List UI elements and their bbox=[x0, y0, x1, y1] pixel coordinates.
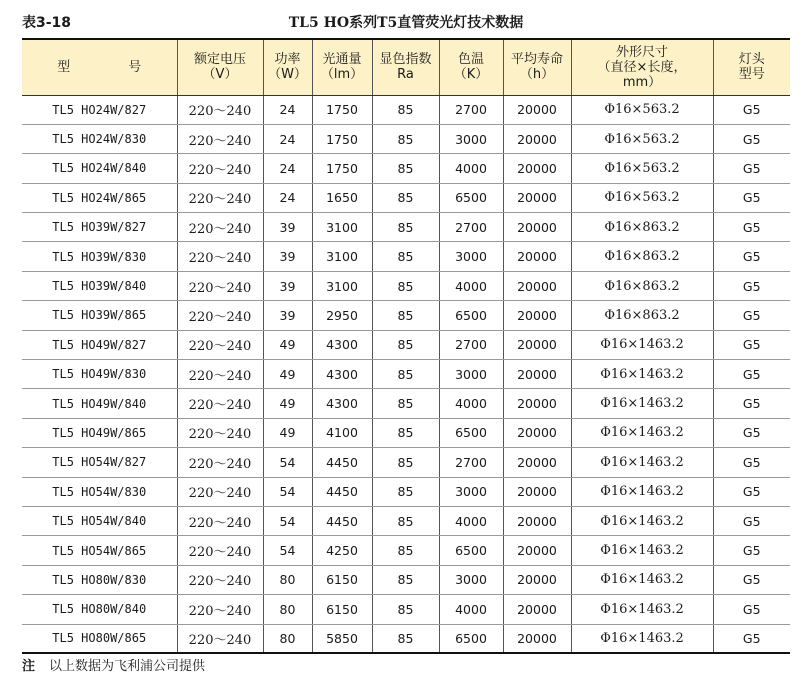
cell-life: 20000 bbox=[503, 330, 571, 359]
cell-power: 54 bbox=[263, 477, 312, 506]
cell-model: TL5 HO24W/830 bbox=[22, 124, 177, 153]
cell-power: 24 bbox=[263, 183, 312, 212]
cell-dimensions: Φ16×863.2 bbox=[571, 242, 713, 271]
cell-cri: 85 bbox=[372, 213, 439, 242]
cell-power: 49 bbox=[263, 360, 312, 389]
table-row bbox=[22, 506, 790, 535]
cell-flux: 1750 bbox=[312, 154, 372, 183]
footnote-label: 注 bbox=[22, 659, 36, 674]
cell-power: 49 bbox=[263, 418, 312, 447]
lamp-data-table bbox=[22, 38, 790, 654]
cell-dimensions: Φ16×1463.2 bbox=[571, 477, 713, 506]
cell-model: TL5 HO49W/840 bbox=[22, 389, 177, 418]
cell-cct: 6500 bbox=[439, 536, 503, 565]
cell-base: G5 bbox=[713, 213, 790, 242]
cell-base: G5 bbox=[713, 183, 790, 212]
cell-voltage: 220～240 bbox=[177, 360, 263, 389]
cell-cct: 4000 bbox=[439, 595, 503, 624]
cell-life: 20000 bbox=[503, 448, 571, 477]
cell-cri: 85 bbox=[372, 595, 439, 624]
cell-power: 24 bbox=[263, 124, 312, 153]
cell-base: G5 bbox=[713, 448, 790, 477]
table-row bbox=[22, 330, 790, 359]
cell-dimensions: Φ16×863.2 bbox=[571, 301, 713, 330]
cell-life: 20000 bbox=[503, 624, 571, 653]
cell-power: 24 bbox=[263, 95, 312, 124]
cell-cct: 6500 bbox=[439, 301, 503, 330]
cell-flux: 1750 bbox=[312, 95, 372, 124]
cell-power: 80 bbox=[263, 595, 312, 624]
table-row bbox=[22, 418, 790, 447]
cell-life: 20000 bbox=[503, 418, 571, 447]
cell-cri: 85 bbox=[372, 477, 439, 506]
cell-dimensions: Φ16×1463.2 bbox=[571, 448, 713, 477]
cell-cct: 6500 bbox=[439, 624, 503, 653]
cell-power: 80 bbox=[263, 565, 312, 594]
cell-model: TL5 HO24W/827 bbox=[22, 95, 177, 124]
cell-base: G5 bbox=[713, 624, 790, 653]
cell-cct: 4000 bbox=[439, 389, 503, 418]
cell-model: TL5 HO24W/865 bbox=[22, 183, 177, 212]
cell-model: TL5 HO80W/830 bbox=[22, 565, 177, 594]
cell-cct: 6500 bbox=[439, 418, 503, 447]
cell-cri: 85 bbox=[372, 448, 439, 477]
cell-life: 20000 bbox=[503, 154, 571, 183]
cell-power: 49 bbox=[263, 330, 312, 359]
cell-cct: 2700 bbox=[439, 448, 503, 477]
cell-flux: 3100 bbox=[312, 213, 372, 242]
header-flux: 光通量 （lm） bbox=[312, 39, 372, 95]
cell-cct: 3000 bbox=[439, 360, 503, 389]
cell-flux: 1750 bbox=[312, 124, 372, 153]
cell-model: TL5 HO39W/827 bbox=[22, 213, 177, 242]
cell-cri: 85 bbox=[372, 95, 439, 124]
cell-flux: 4250 bbox=[312, 536, 372, 565]
table-caption bbox=[22, 10, 790, 34]
cell-model: TL5 HO39W/840 bbox=[22, 271, 177, 300]
cell-power: 54 bbox=[263, 536, 312, 565]
cell-model: TL5 HO39W/830 bbox=[22, 242, 177, 271]
cell-voltage: 220～240 bbox=[177, 536, 263, 565]
cell-life: 20000 bbox=[503, 389, 571, 418]
table-row bbox=[22, 124, 790, 153]
cell-voltage: 220～240 bbox=[177, 242, 263, 271]
cell-flux: 5850 bbox=[312, 624, 372, 653]
cell-flux: 4300 bbox=[312, 330, 372, 359]
cell-life: 20000 bbox=[503, 477, 571, 506]
cell-cct: 3000 bbox=[439, 565, 503, 594]
cell-cri: 85 bbox=[372, 330, 439, 359]
cell-flux: 6150 bbox=[312, 565, 372, 594]
header-row bbox=[22, 39, 790, 95]
cell-power: 39 bbox=[263, 242, 312, 271]
cell-dimensions: Φ16×1463.2 bbox=[571, 418, 713, 447]
cell-life: 20000 bbox=[503, 183, 571, 212]
table-number: 表3-18 bbox=[22, 15, 72, 31]
cell-voltage: 220～240 bbox=[177, 154, 263, 183]
cell-dimensions: Φ16×1463.2 bbox=[571, 595, 713, 624]
table-row bbox=[22, 301, 790, 330]
cell-voltage: 220～240 bbox=[177, 271, 263, 300]
cell-voltage: 220～240 bbox=[177, 477, 263, 506]
table-row bbox=[22, 389, 790, 418]
cell-flux: 4100 bbox=[312, 418, 372, 447]
cell-base: G5 bbox=[713, 595, 790, 624]
cell-dimensions: Φ16×563.2 bbox=[571, 154, 713, 183]
table-row bbox=[22, 624, 790, 653]
cell-voltage: 220～240 bbox=[177, 418, 263, 447]
cell-model: TL5 HO54W/827 bbox=[22, 448, 177, 477]
cell-model: TL5 HO54W/865 bbox=[22, 536, 177, 565]
cell-voltage: 220～240 bbox=[177, 565, 263, 594]
cell-life: 20000 bbox=[503, 213, 571, 242]
cell-cri: 85 bbox=[372, 360, 439, 389]
cell-cct: 4000 bbox=[439, 506, 503, 535]
cell-dimensions: Φ16×1463.2 bbox=[571, 330, 713, 359]
cell-voltage: 220～240 bbox=[177, 213, 263, 242]
cell-cct: 4000 bbox=[439, 271, 503, 300]
cell-voltage: 220～240 bbox=[177, 183, 263, 212]
cell-dimensions: Φ16×1463.2 bbox=[571, 565, 713, 594]
table-row bbox=[22, 154, 790, 183]
cell-base: G5 bbox=[713, 242, 790, 271]
cell-voltage: 220～240 bbox=[177, 506, 263, 535]
cell-dimensions: Φ16×563.2 bbox=[571, 183, 713, 212]
cell-cri: 85 bbox=[372, 536, 439, 565]
cell-model: TL5 HO80W/865 bbox=[22, 624, 177, 653]
cell-dimensions: Φ16×1463.2 bbox=[571, 624, 713, 653]
cell-voltage: 220～240 bbox=[177, 95, 263, 124]
cell-cri: 85 bbox=[372, 506, 439, 535]
cell-dimensions: Φ16×1463.2 bbox=[571, 536, 713, 565]
cell-voltage: 220～240 bbox=[177, 389, 263, 418]
table-row bbox=[22, 595, 790, 624]
cell-base: G5 bbox=[713, 95, 790, 124]
cell-cri: 85 bbox=[372, 565, 439, 594]
cell-base: G5 bbox=[713, 330, 790, 359]
cell-flux: 6150 bbox=[312, 595, 372, 624]
cell-cct: 3000 bbox=[439, 477, 503, 506]
cell-dimensions: Φ16×863.2 bbox=[571, 271, 713, 300]
cell-dimensions: Φ16×1463.2 bbox=[571, 389, 713, 418]
footnote-text: 以上数据为飞利浦公司提供 bbox=[49, 659, 206, 674]
cell-base: G5 bbox=[713, 418, 790, 447]
header-power: 功率 （W） bbox=[263, 39, 312, 95]
cell-base: G5 bbox=[713, 271, 790, 300]
cell-life: 20000 bbox=[503, 95, 571, 124]
cell-life: 20000 bbox=[503, 565, 571, 594]
cell-power: 39 bbox=[263, 271, 312, 300]
cell-base: G5 bbox=[713, 301, 790, 330]
cell-power: 54 bbox=[263, 506, 312, 535]
cell-flux: 2950 bbox=[312, 301, 372, 330]
table-row bbox=[22, 448, 790, 477]
cell-cct: 2700 bbox=[439, 330, 503, 359]
cell-dimensions: Φ16×563.2 bbox=[571, 95, 713, 124]
cell-life: 20000 bbox=[503, 595, 571, 624]
header-base: 灯头 型号 bbox=[713, 39, 790, 95]
footnote bbox=[22, 655, 205, 674]
cell-life: 20000 bbox=[503, 506, 571, 535]
cell-power: 39 bbox=[263, 213, 312, 242]
cell-flux: 4300 bbox=[312, 389, 372, 418]
cell-life: 20000 bbox=[503, 360, 571, 389]
cell-cri: 85 bbox=[372, 271, 439, 300]
cell-cct: 3000 bbox=[439, 124, 503, 153]
cell-cri: 85 bbox=[372, 183, 439, 212]
cell-base: G5 bbox=[713, 154, 790, 183]
cell-life: 20000 bbox=[503, 271, 571, 300]
cell-flux: 4300 bbox=[312, 360, 372, 389]
cell-model: TL5 HO39W/865 bbox=[22, 301, 177, 330]
cell-model: TL5 HO49W/827 bbox=[22, 330, 177, 359]
table-row bbox=[22, 271, 790, 300]
cell-model: TL5 HO54W/840 bbox=[22, 506, 177, 535]
table-row bbox=[22, 95, 790, 124]
cell-base: G5 bbox=[713, 389, 790, 418]
cell-cct: 6500 bbox=[439, 183, 503, 212]
cell-flux: 4450 bbox=[312, 506, 372, 535]
cell-base: G5 bbox=[713, 360, 790, 389]
table-row bbox=[22, 183, 790, 212]
cell-life: 20000 bbox=[503, 536, 571, 565]
cell-power: 54 bbox=[263, 448, 312, 477]
table-body bbox=[22, 95, 790, 653]
cell-flux: 3100 bbox=[312, 242, 372, 271]
cell-cct: 3000 bbox=[439, 242, 503, 271]
cell-cri: 85 bbox=[372, 301, 439, 330]
cell-voltage: 220～240 bbox=[177, 124, 263, 153]
table-row bbox=[22, 565, 790, 594]
cell-base: G5 bbox=[713, 477, 790, 506]
cell-voltage: 220～240 bbox=[177, 448, 263, 477]
cell-dimensions: Φ16×1463.2 bbox=[571, 360, 713, 389]
cell-power: 39 bbox=[263, 301, 312, 330]
cell-model: TL5 HO54W/830 bbox=[22, 477, 177, 506]
cell-cri: 85 bbox=[372, 242, 439, 271]
cell-cri: 85 bbox=[372, 389, 439, 418]
cell-cct: 2700 bbox=[439, 213, 503, 242]
cell-power: 49 bbox=[263, 389, 312, 418]
cell-model: TL5 HO24W/840 bbox=[22, 154, 177, 183]
cell-cct: 2700 bbox=[439, 95, 503, 124]
header-dimensions: 外形尺寸 （直径×长度， mm） bbox=[571, 39, 713, 95]
cell-base: G5 bbox=[713, 536, 790, 565]
cell-dimensions: Φ16×863.2 bbox=[571, 213, 713, 242]
cell-flux: 4450 bbox=[312, 448, 372, 477]
cell-base: G5 bbox=[713, 506, 790, 535]
cell-voltage: 220～240 bbox=[177, 595, 263, 624]
cell-cri: 85 bbox=[372, 624, 439, 653]
header-cct: 色温 （K） bbox=[439, 39, 503, 95]
header-cri: 显色指数 Ra bbox=[372, 39, 439, 95]
cell-life: 20000 bbox=[503, 124, 571, 153]
cell-dimensions: Φ16×1463.2 bbox=[571, 506, 713, 535]
cell-base: G5 bbox=[713, 124, 790, 153]
header-voltage: 额定电压 （V） bbox=[177, 39, 263, 95]
cell-flux: 1650 bbox=[312, 183, 372, 212]
cell-flux: 3100 bbox=[312, 271, 372, 300]
cell-base: G5 bbox=[713, 565, 790, 594]
cell-cri: 85 bbox=[372, 124, 439, 153]
cell-life: 20000 bbox=[503, 242, 571, 271]
cell-model: TL5 HO80W/840 bbox=[22, 595, 177, 624]
cell-power: 24 bbox=[263, 154, 312, 183]
cell-voltage: 220～240 bbox=[177, 301, 263, 330]
cell-voltage: 220～240 bbox=[177, 624, 263, 653]
table-row bbox=[22, 242, 790, 271]
header-life: 平均寿命 （h） bbox=[503, 39, 571, 95]
cell-cri: 85 bbox=[372, 154, 439, 183]
cell-flux: 4450 bbox=[312, 477, 372, 506]
cell-cct: 4000 bbox=[439, 154, 503, 183]
cell-life: 20000 bbox=[503, 301, 571, 330]
header-model: 型 号 bbox=[22, 39, 177, 95]
table-row bbox=[22, 536, 790, 565]
cell-dimensions: Φ16×563.2 bbox=[571, 124, 713, 153]
table-row bbox=[22, 213, 790, 242]
cell-power: 80 bbox=[263, 624, 312, 653]
cell-voltage: 220～240 bbox=[177, 330, 263, 359]
table-row bbox=[22, 360, 790, 389]
table-row bbox=[22, 477, 790, 506]
cell-cri: 85 bbox=[372, 418, 439, 447]
table-title: TL5 HO系列T5直管荧光灯技术数据 bbox=[288, 15, 524, 31]
cell-model: TL5 HO49W/865 bbox=[22, 418, 177, 447]
cell-model: TL5 HO49W/830 bbox=[22, 360, 177, 389]
